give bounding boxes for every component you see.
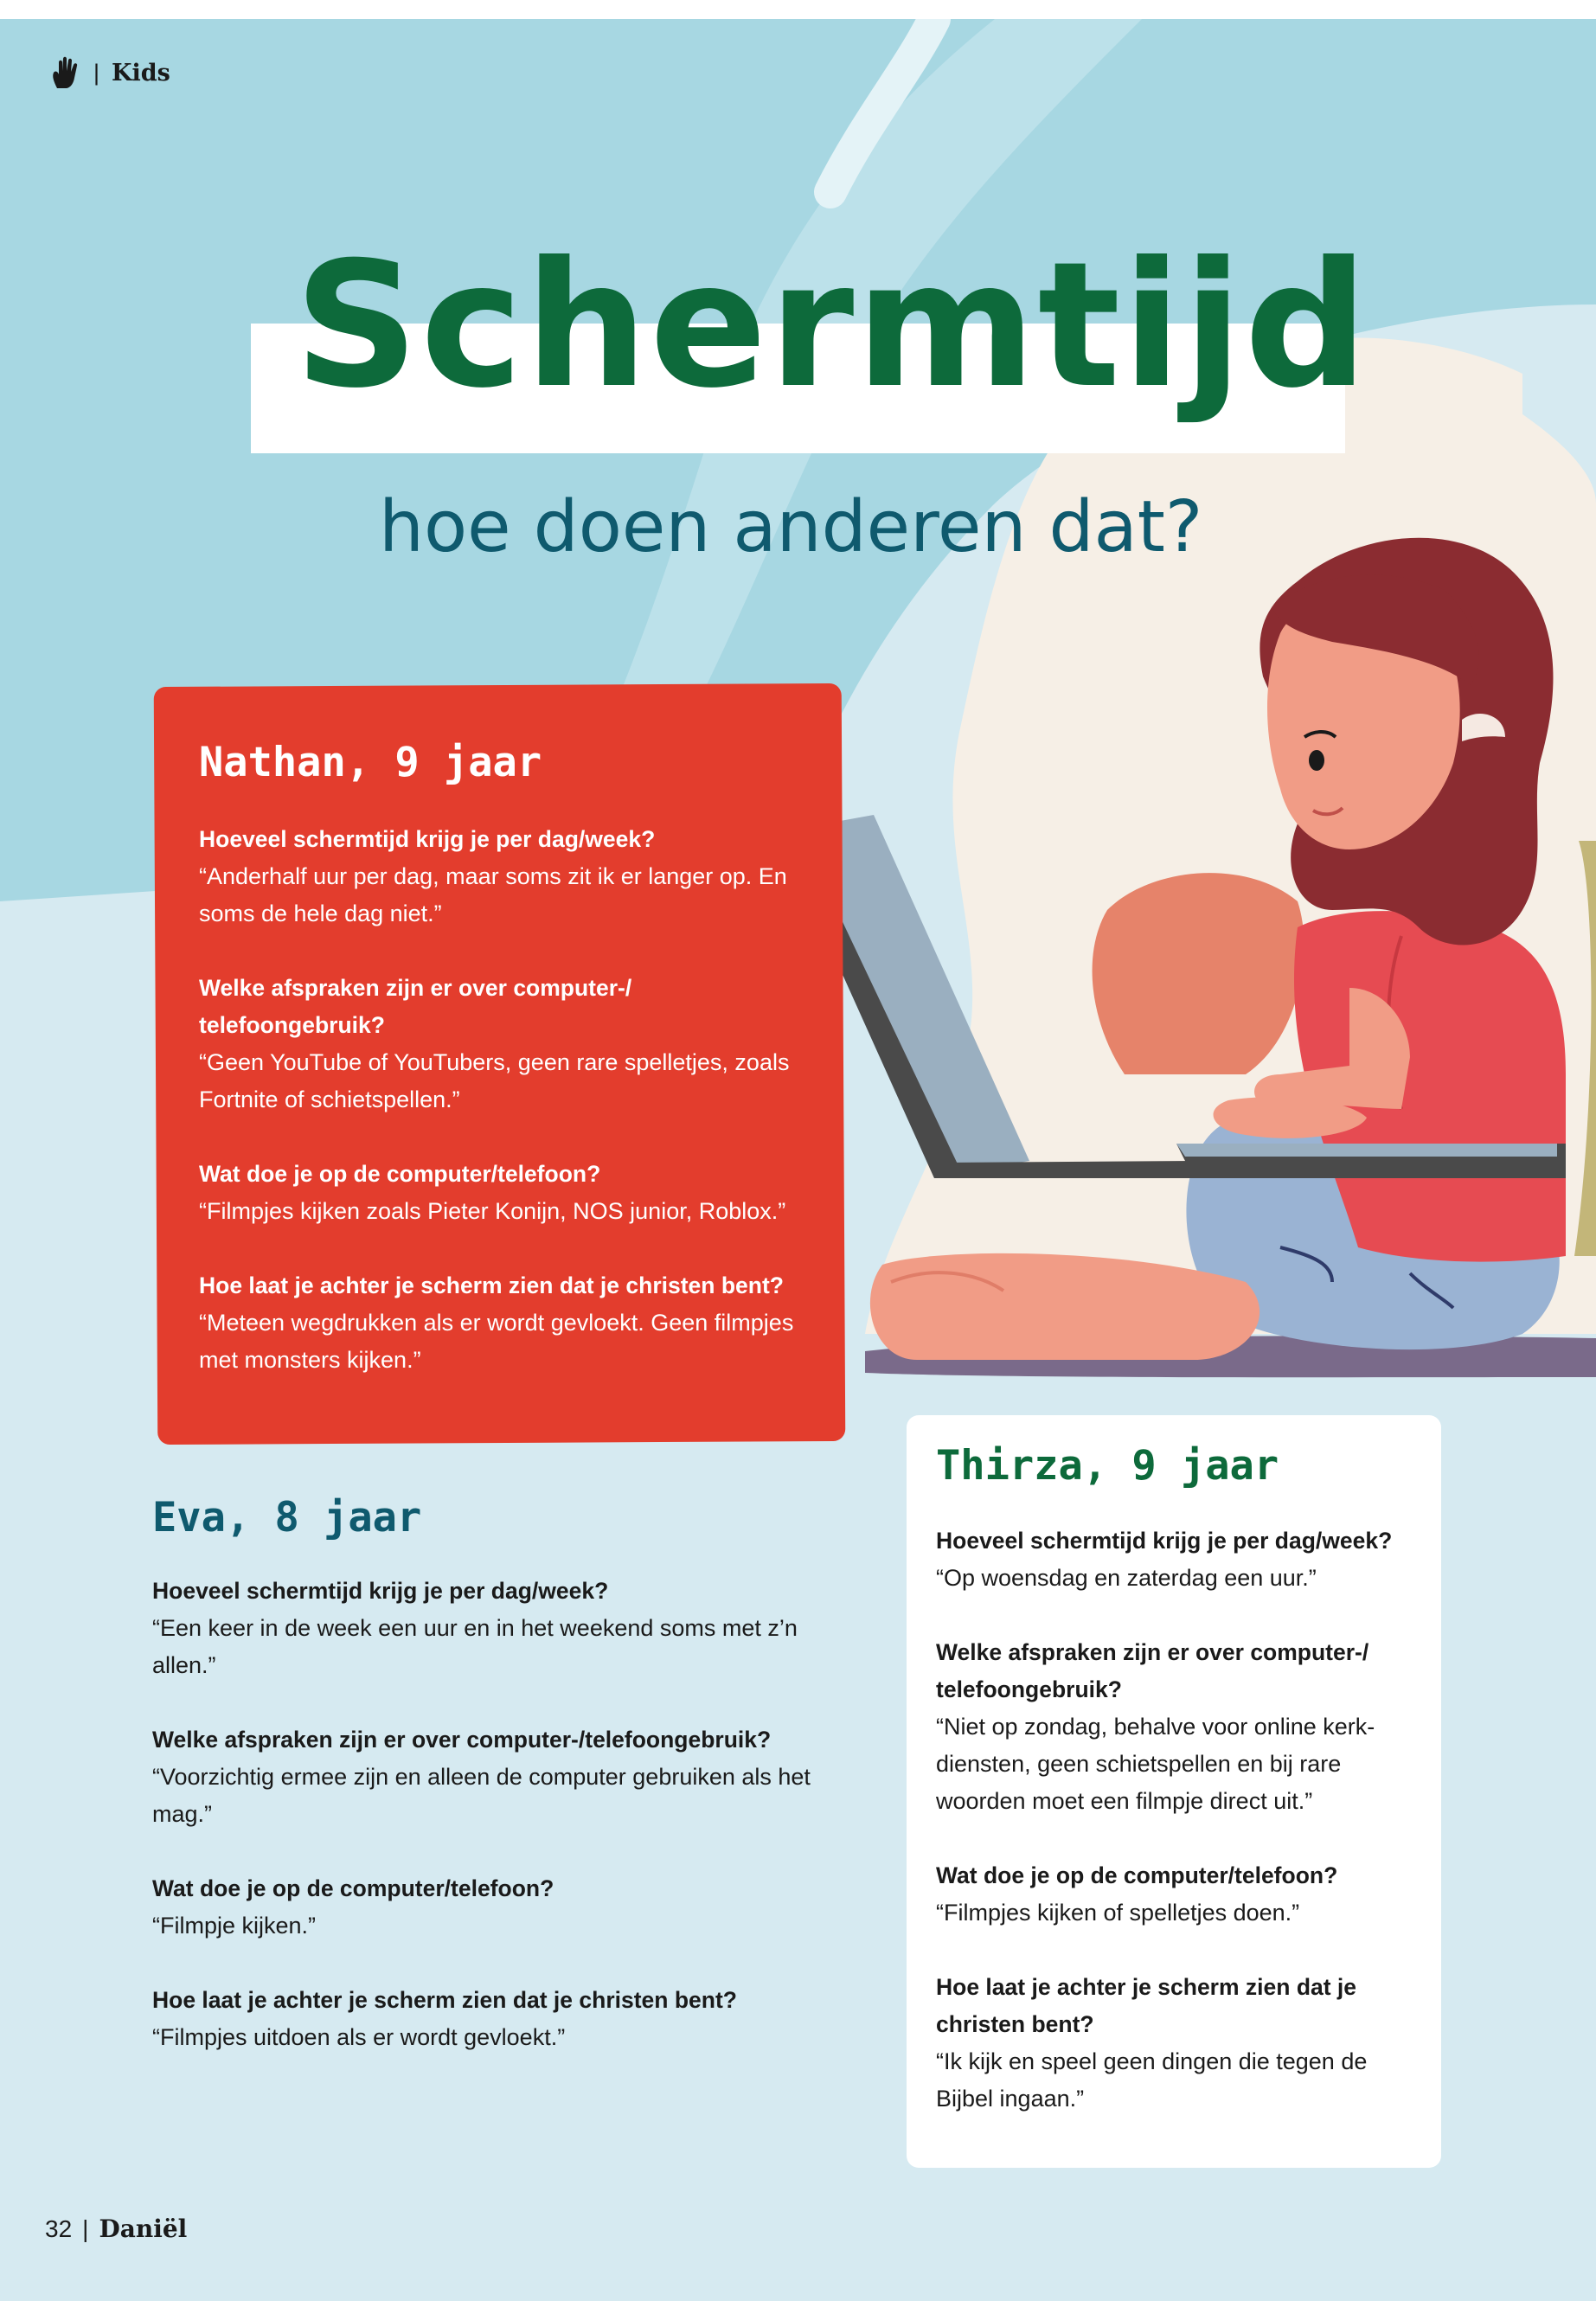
- thirza-name: Thirza, 9 jaar: [936, 1442, 1279, 1490]
- thirza-question-2: Welke afspraken zijn er over computer-/ telefoongebruik?: [936, 1639, 1369, 1702]
- magazine-page: [0, 19, 1596, 2301]
- magazine-name: Daniël: [99, 2214, 188, 2243]
- nathan-question-3: Wat doe je op de computer/telefoon?: [199, 1161, 601, 1187]
- eva-answer-2: “Voorzichtig ermee zijn en alleen de computer gebruiken als het mag.”: [152, 1764, 811, 1827]
- eva-answer-1: “Een keer in de week een uur en in het weekend soms met z’n allen.”: [152, 1615, 798, 1678]
- nathan-question-2: Welke afspraken zijn er over computer-/ telefoongebruik?: [199, 975, 632, 1038]
- thirza-answer-1: “Op woensdag en zaterdag een uur.”: [936, 1565, 1317, 1591]
- section-label: Kids: [112, 59, 170, 87]
- girl-with-laptop-illustration: [761, 503, 1596, 1403]
- eva-question-2: Welke afspraken zijn er over computer-/telefoongebruik?: [152, 1727, 772, 1753]
- eva-answer-3: “Filmpje kijken.”: [152, 1913, 317, 1939]
- thirza-answer-4: “Ik kijk en speel geen dingen die tegen de Bijbel ingaan.”: [936, 2048, 1368, 2112]
- nathan-answer-4: “Meteen wegdrukken als er wordt gevloekt. Geen filmpjes met monsters kijken.”: [199, 1310, 794, 1373]
- thirza-answer-3: “Filmpjes kijken of spelletjes doen.”: [936, 1900, 1300, 1926]
- thirza-question-4: Hoe laat je achter je scherm zien dat je christen bent?: [936, 1974, 1357, 2037]
- eva-question-3: Wat doe je op de computer/telefoon?: [152, 1875, 554, 1901]
- nathan-question-4: Hoe laat je achter je scherm zien dat je christen bent?: [199, 1272, 784, 1298]
- eva-question-4: Hoe laat je achter je scherm zien dat je christen bent?: [152, 1987, 737, 2013]
- eva-question-1: Hoeveel schermtijd krijg je per dag/week?: [152, 1578, 609, 1604]
- eva-name: Eva, 8 jaar: [152, 1494, 422, 1541]
- eva-interview: [152, 1494, 827, 2056]
- header-separator: |: [93, 59, 100, 86]
- nathan-answer-1: “Anderhalf uur per dag, maar soms zit ik er langer op. En soms de hele dag niet.”: [199, 863, 787, 926]
- thirza-interview: [936, 1442, 1420, 2118]
- page-number: 32: [45, 2214, 73, 2242]
- nathan-answer-2: “Geen YouTube of YouTubers, geen rare spelletjes, zoals Fortnite of schietspellen.”: [199, 1049, 790, 1112]
- hand-icon: [50, 55, 81, 90]
- page-title: Schermtijd: [294, 225, 1370, 426]
- thirza-answer-2: “Niet op zondag, behalve voor online kerk-diensten, geen schietspellen en bij rare woorden moet een filmpje direct uit.”: [936, 1714, 1375, 1814]
- thirza-question-1: Hoeveel schermtijd krijg je per dag/week?: [936, 1528, 1393, 1554]
- nathan-question-1: Hoeveel schermtijd krijg je per dag/week?: [199, 826, 656, 852]
- nathan-name: Nathan, 9 jaar: [199, 739, 542, 786]
- nathan-interview: [199, 739, 809, 1379]
- thirza-question-3: Wat doe je op de computer/telefoon?: [936, 1862, 1338, 1888]
- page-subtitle: hoe doen anderen dat?: [379, 486, 1203, 568]
- page-footer: [45, 2214, 187, 2243]
- section-header: [50, 55, 170, 90]
- footer-separator: |: [82, 2214, 89, 2242]
- eva-answer-4: “Filmpjes uitdoen als er wordt gevloekt.”: [152, 2024, 566, 2050]
- nathan-answer-3: “Filmpjes kijken zoals Pieter Konijn, NOS junior, Roblox.”: [199, 1198, 786, 1224]
